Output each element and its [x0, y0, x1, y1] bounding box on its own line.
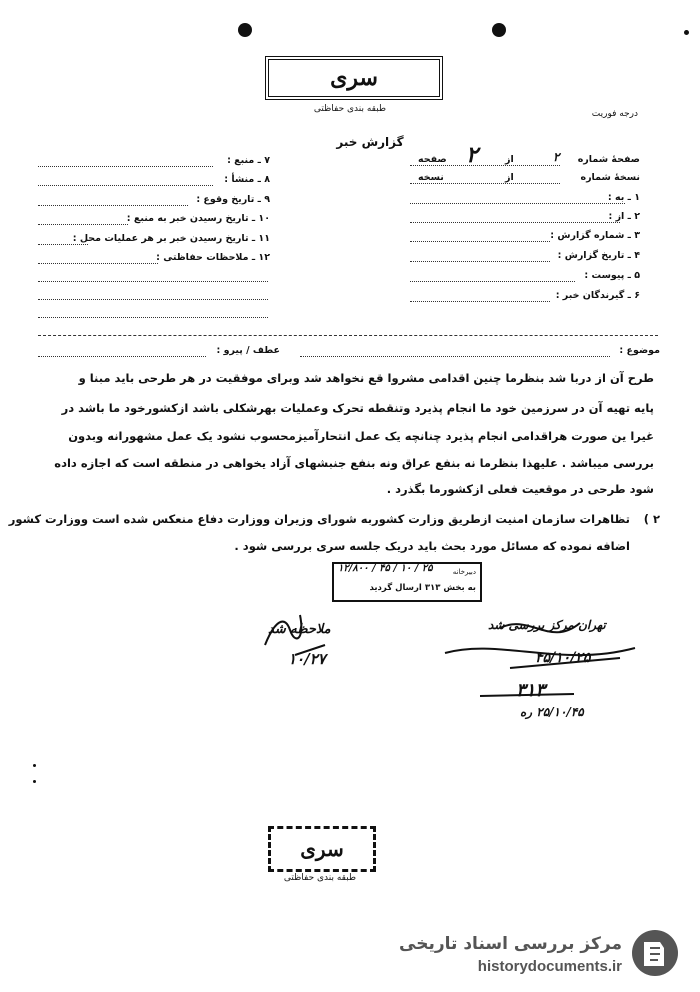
body-line-5: شود طرحی در موقعیت فعلی ازکشورما بگذرد .: [386, 482, 654, 496]
field-security-notes: ۱۲ ـ ملاحظات حفاظتی :: [156, 252, 270, 263]
dots-extra-2: [38, 299, 268, 300]
dots-page: [410, 165, 560, 166]
dots-subject: [300, 356, 610, 357]
dots-attachment: [410, 281, 575, 282]
secret-stamp-text: سری: [330, 65, 378, 91]
registration-stamp-sent: به بخش ۳۱۳ ارسال گردید: [369, 583, 476, 593]
right-handwritten-number: ۳۱۳: [516, 680, 546, 701]
registration-stamp-number: ۱۲/۸۰۰ / ۴۵ / ۱۰ / ۲۵: [338, 563, 433, 574]
punch-hole-right: [492, 23, 506, 37]
body-line-2: پایه تهیه آن در سرزمین خود ما انجام پذیرد وتنقطه تحرک وعملیات بهرشکلی باشد ازکشورخود ما باشد در: [61, 401, 654, 415]
dots-recipients: [410, 301, 550, 302]
page-of-label: از: [505, 154, 514, 165]
dots-security-notes: [38, 263, 158, 264]
watermark-logo-icon: [630, 928, 680, 978]
body-line-1: طرح آن از دربا شد بنظرما چنین اقدامی مشروا قع نخواهد شد وبرای موفقیت در هر طرحی باید مبنا و: [78, 371, 654, 385]
item-2-number: ۲ ): [643, 512, 660, 526]
field-copy-number: نسخهٔ شماره: [580, 172, 640, 183]
footer-classification-label: طبقه بندی حفاظتی: [283, 873, 357, 883]
registration-stamp-office: دبیرخانه: [452, 568, 476, 576]
field-recipients: ۶ ـ گیرندگان خبر :: [555, 290, 640, 301]
page-word: صفحه: [418, 154, 447, 165]
left-handwritten-note: ملاحظه شد: [268, 622, 331, 637]
page-total-value: ۲: [466, 142, 478, 168]
left-handwritten-date: ۱۰/۲۷: [288, 650, 326, 668]
field-operation-receipt-date: ۱۱ ـ تاریخ رسیدن خبر بر هر عملیات محل :: [72, 233, 270, 244]
right-handwritten-note: تهران مرکز بررسی شد: [488, 618, 606, 632]
page-number-value: ۲: [553, 150, 560, 164]
field-attachment: ۵ ـ پیوست :: [584, 270, 640, 281]
field-source-receipt-date: ۱۰ ـ تاریخ رسیدن خبر به منبع :: [126, 213, 270, 224]
copy-of-label: از: [505, 172, 514, 183]
ref-label: عطف / پیرو :: [216, 345, 280, 356]
field-from: ۲ ـ از :: [608, 211, 640, 222]
dots-operation-receipt-date: [38, 244, 88, 245]
footer-secret-stamp: [268, 826, 376, 872]
stray-dot-1: [33, 764, 36, 767]
punch-hole-left: [238, 23, 252, 37]
copy-word: نسخه: [418, 172, 444, 183]
dots-copy: [410, 183, 560, 184]
field-report-number: ۳ ـ شماره گزارش :: [550, 230, 640, 241]
dots-extra-3: [38, 317, 268, 318]
watermark-url: historydocuments.ir: [477, 958, 622, 975]
right-handwritten-bottom: ۲۵/۱۰/۴۵ ره: [520, 705, 584, 719]
stray-dot-2: [33, 780, 36, 783]
right-handwritten-date: ۴۵/۱۰/۲۵: [535, 650, 591, 666]
corner-mark: [684, 30, 689, 35]
dots-to: [410, 203, 625, 204]
body-line-3: غیرا ین صورت هراقدامی انجام پذیرد چنانچه یک عمل انتحارآمیزمحسوب نشود یک عمل مشهورانه وبدون: [68, 429, 654, 443]
body-line-4: بررسی میباشد . علیهذا بنظرما نه بنفع عراق ونه بنفع جنبشهای آزاد یخواهی در منطقه است که اجازه داده: [54, 456, 654, 470]
dots-report-number: [410, 241, 550, 242]
field-origin: ۸ ـ منشأ :: [224, 174, 270, 185]
field-to: ۱ ـ به :: [607, 192, 640, 203]
classification-label: طبقه بندی حفاظتی: [313, 104, 387, 114]
field-source: ۷ ـ منبع :: [227, 155, 270, 166]
dots-source-receipt-date: [38, 224, 128, 225]
subject-label: موضوع :: [619, 345, 660, 356]
footer-secret-stamp-text: سری: [300, 837, 344, 861]
right-bottom-line: [478, 690, 578, 700]
dots-extra-1: [38, 281, 268, 282]
header-separator: [38, 335, 658, 336]
item-2-line-1: تظاهرات سازمان امنیت ازطریق وزارت کشوربه شورای وزیران ووزارت دفاع منعکس شده است ووزارت کشور: [8, 512, 630, 526]
report-title: گزارش خبر: [336, 135, 404, 149]
registration-stamp: [332, 562, 482, 602]
field-page-number: صفحهٔ شماره: [577, 154, 640, 165]
dots-occurrence-date: [38, 205, 188, 206]
dots-origin: [38, 185, 213, 186]
watermark-title: مرکز بررسی اسناد تاریخی: [399, 934, 622, 954]
field-occurrence-date: ۹ ـ تاریخ وقوع :: [196, 194, 270, 205]
dots-source: [38, 166, 213, 167]
field-report-date: ۴ ـ تاریخ گزارش :: [557, 250, 640, 261]
dots-report-date: [410, 261, 550, 262]
priority-label: درجه فوریت: [591, 109, 638, 119]
item-2-line-2: اضافه نموده که مسائل مورد بحث باید دریک جلسه سری بررسی شود .: [234, 539, 630, 553]
dots-ref: [38, 356, 206, 357]
dots-from: [410, 222, 620, 223]
secret-stamp: [265, 56, 443, 100]
